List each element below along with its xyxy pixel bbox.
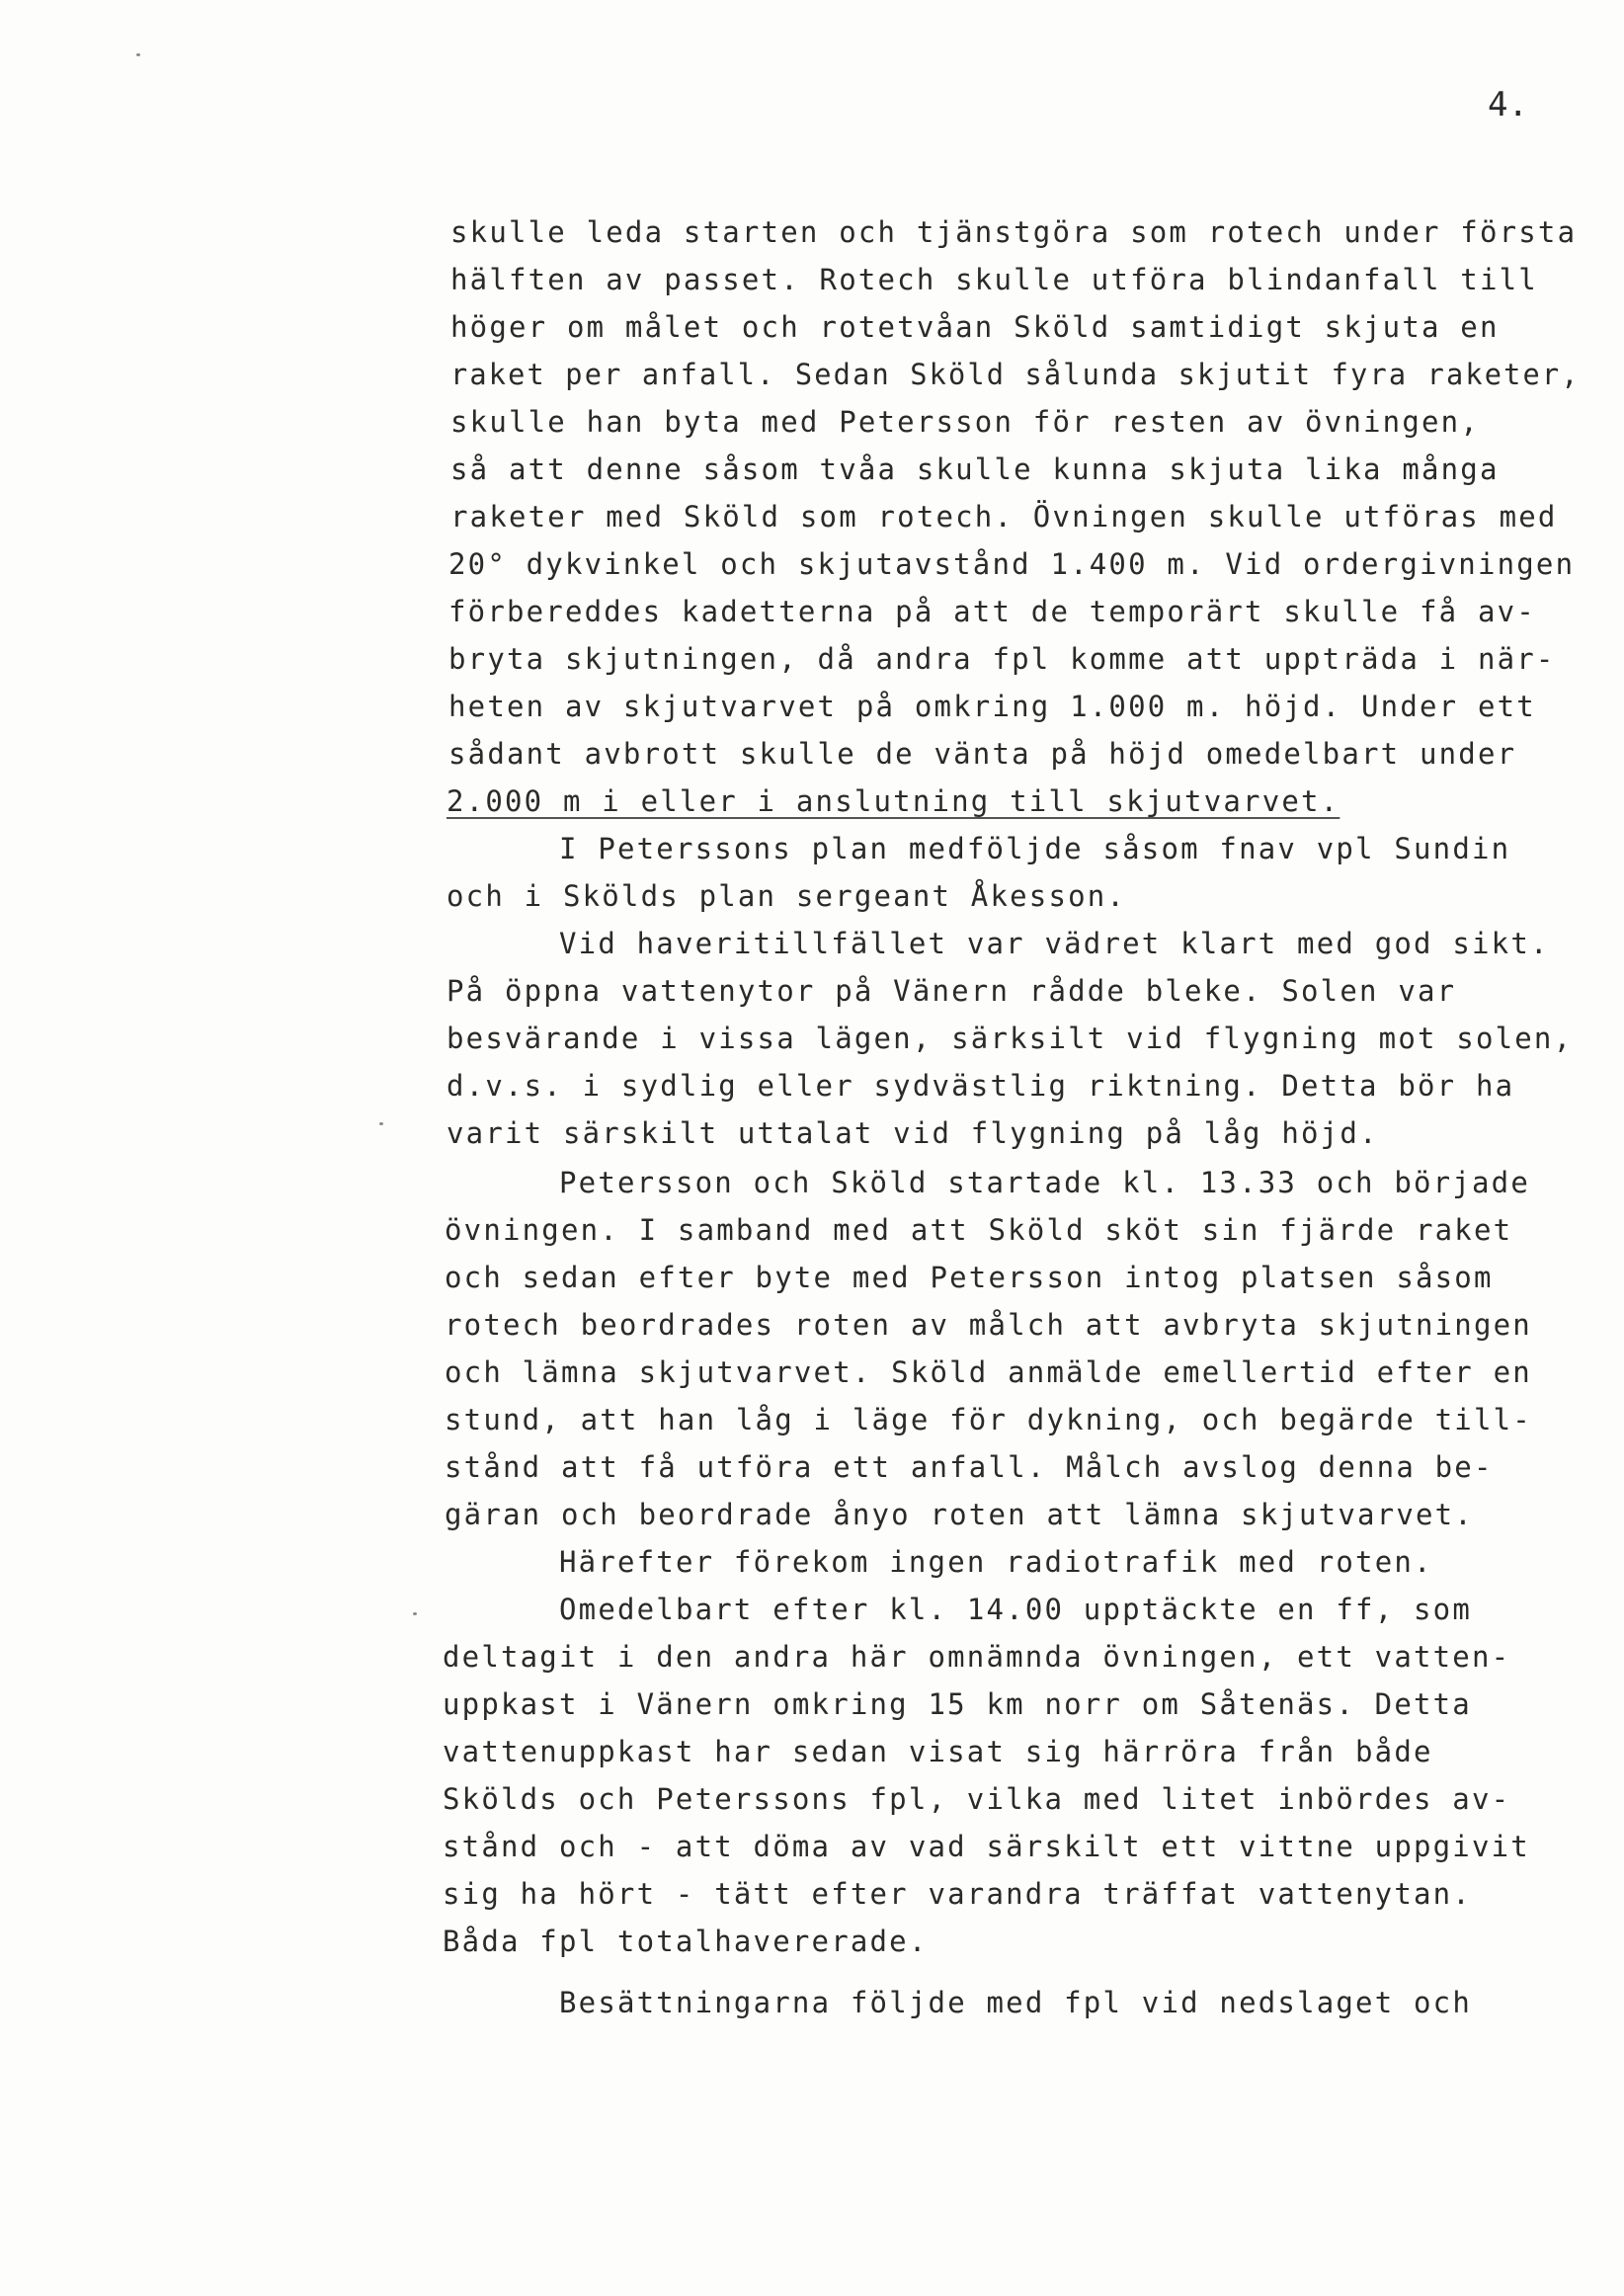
text-line-26: stund, att han låg i läge för dykning, och begärde till-: [445, 1403, 1532, 1436]
text-line-21: Petersson och Sköld startade kl. 13.33 och började: [559, 1166, 1530, 1199]
text-line-28: gäran och beordrade ånyo roten att lämna skjutvarvet.: [445, 1498, 1474, 1531]
text-line-7: raketer med Sköld som rotech. Övningen skulle utföras med: [450, 500, 1558, 533]
text-line-30: Omedelbart efter kl. 14.00 upptäckte en ff, som: [559, 1593, 1472, 1626]
text-line-38: Besättningarna följde med fpl vid nedslaget och: [559, 1986, 1472, 2019]
text-line-23: och sedan efter byte med Petersson intog platsen såsom: [445, 1261, 1494, 1294]
text-line-29: Härefter förekom ingen radiotrafik med roten.: [559, 1545, 1433, 1579]
text-line-32: uppkast i Vänern omkring 15 km norr om Såtenäs. Detta: [443, 1687, 1472, 1721]
text-line-35: stånd och - att döma av vad särskilt ett vittne uppgivit: [443, 1830, 1530, 1863]
text-line-5: skulle han byta med Petersson för resten av övningen,: [450, 405, 1480, 439]
text-line-6: så att denne såsom tvåa skulle kunna skjuta lika många: [450, 452, 1500, 486]
scan-speck: [136, 53, 140, 56]
text-line-12: sådant avbrott skulle de vänta på höjd omedelbart under: [448, 737, 1517, 771]
text-line-19: d.v.s. i sydlig eller sydvästlig riktning. Detta bör ha: [447, 1069, 1515, 1103]
text-line-33: vattenuppkast har sedan visat sig härröra från både: [443, 1735, 1433, 1768]
text-line-1: skulle leda starten och tjänstgöra som rotech under första: [450, 215, 1578, 249]
text-line-17: På öppna vattenytor på Vänern rådde bleke. Solen var: [447, 974, 1457, 1008]
scan-speck: [413, 1612, 417, 1615]
scan-speck: [379, 1122, 383, 1125]
page-number: 4.: [1488, 85, 1528, 124]
text-line-11: heten av skjutvarvet på omkring 1.000 m. höjd. Under ett: [448, 690, 1536, 723]
text-line-3: höger om målet och rotetvåan Sköld samtidigt skjuta en: [450, 310, 1500, 344]
text-line-36: sig ha hört - tätt efter varandra träffat vattenytan.: [443, 1877, 1472, 1911]
text-line-27: stånd att få utföra ett anfall. Målch avslog denna be-: [445, 1450, 1494, 1484]
text-line-34: Skölds och Peterssons fpl, vilka med litet inbördes av-: [443, 1782, 1511, 1816]
text-line-18: besvärande i vissa lägen, särksilt vid flygning mot solen,: [447, 1022, 1574, 1055]
text-line-2: hälften av passet. Rotech skulle utföra blindanfall till: [450, 263, 1538, 296]
text-line-20: varit särskilt uttalat vid flygning på låg höjd.: [447, 1116, 1379, 1150]
text-line-14: I Peterssons plan medföljde såsom fnav vpl Sundin: [559, 832, 1511, 865]
text-line-4: raket per anfall. Sedan Sköld sålunda skjutit fyra raketer,: [450, 358, 1581, 391]
text-line-8: 20° dykvinkel och skjutavstånd 1.400 m. Vid ordergivningen: [448, 547, 1576, 581]
text-line-31: deltagit i den andra här omnämnda övningen, ett vatten-: [443, 1640, 1511, 1674]
text-line-16: Vid haveritillfället var vädret klart med god sikt.: [559, 927, 1550, 960]
text-line-22: övningen. I samband med att Sköld sköt sin fjärde raket: [445, 1213, 1513, 1247]
text-line-24: rotech beordrades roten av målch att avbryta skjutningen: [445, 1308, 1532, 1342]
text-line-25: och lämna skjutvarvet. Sköld anmälde emellertid efter en: [445, 1355, 1532, 1389]
text-line-10: bryta skjutningen, då andra fpl komme att uppträda i när-: [448, 642, 1556, 676]
text-line-13: 2.000 m i eller i anslutning till skjutvarvet.: [447, 784, 1340, 818]
text-line-15: och i Skölds plan sergeant Åkesson.: [447, 879, 1127, 913]
text-line-37: Båda fpl totalhavererade.: [443, 1925, 929, 1958]
text-line-9: förbereddes kadetterna på att de temporärt skulle få av-: [448, 595, 1536, 628]
